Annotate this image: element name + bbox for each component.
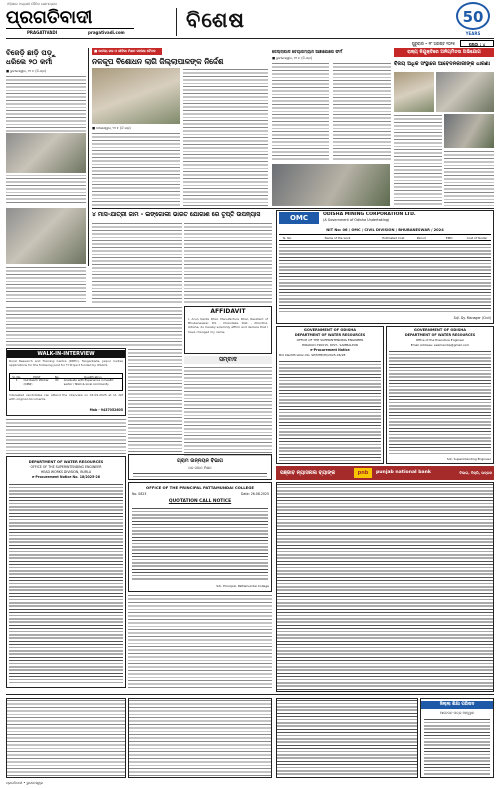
edu-council-title: ଜିଲ୍ଲା ଶିକ୍ଷା ପରିଷଦ bbox=[421, 701, 493, 709]
masthead-tagline: ଓଡ଼ିଶାର ଅଗ୍ରଣୀ ଦୈନିକ ଗଣମାଧ୍ୟମ bbox=[7, 2, 58, 6]
pnb-label-odia: ପଞ୍ଜାବ ନ୍ୟାସନାଲ ବ୍ୟାଙ୍କ bbox=[280, 470, 336, 476]
dwr-notice: e-Procurement Notice No. 18/2025-26 bbox=[32, 475, 100, 479]
left-lead-photo bbox=[6, 133, 86, 173]
center-story-dateline: ■ ବାଲେଶ୍ୱର, ୨୭।୮ (ନି.ପ୍ର) bbox=[92, 126, 131, 130]
center-story-photo bbox=[92, 68, 180, 124]
dwr-burla-ad bbox=[6, 456, 126, 688]
red-story-body-2 bbox=[444, 150, 494, 206]
wr-right-table bbox=[389, 350, 491, 454]
mid-banner-body-1 bbox=[92, 222, 182, 304]
college-date: Date: 26.08.2025 bbox=[241, 492, 269, 496]
omc-tender-ad bbox=[276, 210, 494, 324]
center-story-kicker: ■ ଜାତୀୟ ଜଳ ଓ ଜୀବିକା ମିଶନ ସମୀକ୍ଷା ବୈଠକ bbox=[92, 48, 162, 55]
red-story-photo-2 bbox=[436, 72, 494, 112]
walk-in-col-post: POST bbox=[33, 375, 41, 379]
right-story-photo bbox=[272, 164, 390, 206]
page-number: ପୃଷ୍ଠା : ୪ bbox=[460, 40, 494, 47]
anniversary-label: YEARS bbox=[465, 31, 481, 36]
left-story-body bbox=[6, 306, 182, 346]
left-lead-dateline: ■ ଭୁବନେଶ୍ୱର, ୨୭।୮ (ନି.ପ୍ର) bbox=[6, 69, 46, 73]
red-story-headline: ବିଜୟ ଅଧିକ ସଂସ୍ଥାରେ ଆବେଦନକାରୀଙ୍କ ଧାରଣା bbox=[394, 61, 491, 67]
college-quotation: QUOTATION CALL NOTICE bbox=[168, 499, 232, 504]
college-signature: Sd/- Principal, Pattamundai College bbox=[216, 584, 269, 588]
wr-left-sub: HIRAKUD-790015, DIST.- SAMBALPUR bbox=[301, 343, 359, 347]
omc-col-cost: Estimated Cost bbox=[382, 236, 405, 240]
center-story-body-1 bbox=[92, 132, 180, 206]
walk-in-ad bbox=[6, 348, 126, 416]
walk-in-col-sl: Sl. No. bbox=[12, 375, 22, 379]
college-title: OFFICE OF THE PRINCIPAL PATTAMUNDAI COLLEGE bbox=[146, 485, 254, 490]
walk-in-col-qual: Qualification bbox=[84, 375, 102, 379]
dwr-office: OFFICE OF THE SUPERINTENDING ENGINEER bbox=[30, 465, 102, 469]
masthead-divider bbox=[176, 8, 177, 36]
page-footer: ପ୍ରଗତିବାଦୀ • ଭୁବନେଶ୍ୱର bbox=[6, 781, 44, 785]
wr-left-bid: Bid Identification No. SE/MHE/HI/2025-26/28 bbox=[279, 353, 346, 357]
wr-left-table bbox=[279, 360, 381, 462]
red-story-body-1 bbox=[394, 114, 442, 206]
omc-signature: Sd/- Dy. Manager (Civil) bbox=[453, 316, 491, 320]
mid-banner-body-3 bbox=[6, 266, 86, 304]
edu-council-body bbox=[424, 718, 490, 776]
center-story-body-2 bbox=[183, 68, 268, 206]
edu-council-sub: ଆବେଦନ ପତ୍ର ଆହ୍ୱାନ bbox=[439, 711, 475, 715]
wr-right-dept: DEPARTMENT OF WATER RESOURCES bbox=[404, 333, 476, 337]
affidavit-title: AFFIDAVIT bbox=[210, 308, 246, 315]
wr-left-notice: e-Procurement Notice bbox=[310, 348, 350, 352]
wr-right-office: Office of the Executive Engineer bbox=[415, 338, 465, 342]
center-story-headline: ନଳକୂପ ବିଶୋଧନ ଲାଗି ଜିଲ୍ଲାପାଳଙ୍କ ନିର୍ଦ୍ଦେଶ bbox=[92, 57, 224, 66]
website: pragativadi.com bbox=[88, 30, 125, 35]
college-ref: No. 0823 bbox=[132, 492, 147, 496]
wr-right-signature: Sd/- Superintending Engineer bbox=[446, 457, 491, 461]
affidavit-body: I, Arun Kanta Dhal, Manufacture Dhal, Resident of Bhubaneswar, P.S. - Chandaka, Dist. - Khordha, Odisha, do hereby solemnly affirm and declare that I have changed my name. bbox=[188, 317, 268, 334]
wr-left-title: GOVERNMENT OF ODISHA bbox=[303, 328, 357, 332]
omc-col-tender: Cost of Tender bbox=[466, 236, 488, 240]
mid-banner-body-2 bbox=[184, 222, 272, 304]
newspaper-logo: ପ୍ରଗତିବାଦୀ bbox=[6, 7, 134, 29]
sambada-title: ସମ୍ବାଦ bbox=[184, 356, 272, 364]
lower-middle-body bbox=[128, 594, 272, 688]
walk-in-cell-post: Out Reach Worker (ORW) bbox=[23, 379, 49, 386]
affidavit-box bbox=[184, 306, 272, 354]
mid-banner-headline: ୪ ମାସ-ଯାତ୍ରୀ ଜାମ - ଇଙ୍ଗୋଲୀ ଭାରତ ଯୋଗାଣ ରେ ତୃପ୍ତି ଉପନ୍ୟାସ bbox=[92, 211, 261, 218]
wr-left-dept: DEPARTMENT OF WATER RESOURCES bbox=[294, 333, 366, 337]
walk-in-table-row bbox=[9, 379, 123, 391]
right-story-dateline: ■ ଭୁବନେଶ୍ୱର, ୨୭।୮ (ନି.ପ୍ର) bbox=[272, 56, 312, 60]
walk-in-cell-no: 01 bbox=[55, 379, 59, 382]
edu-council-ad bbox=[420, 698, 494, 778]
dwr-title: DEPARTMENT OF WATER RESOURCES bbox=[28, 460, 104, 464]
right-story-body-2 bbox=[333, 62, 391, 162]
red-story-photo-1 bbox=[394, 72, 434, 112]
sambada-body bbox=[184, 366, 272, 456]
walk-in-footer: Interested candidates can attend the interview on 03.09.2025 at 11 AM with original documents. bbox=[9, 393, 123, 402]
mid-rule bbox=[92, 208, 494, 209]
red-story-tag: ରାଜ୍ୟ ନିଯୁକ୍ତିରେ ଅନିୟମିତତା ଅଭିଯୋଗ bbox=[394, 48, 494, 57]
anniversary-number: 50 bbox=[462, 8, 484, 26]
walk-in-cell-qual: Graduate with Experience in health sector / NGO & local community bbox=[63, 379, 114, 386]
pnb-banner bbox=[276, 466, 494, 480]
college-body bbox=[132, 507, 268, 581]
wr-right-email: Email Address: eekmandia@gmail.com bbox=[410, 343, 470, 347]
bottom-middle-ad bbox=[128, 698, 272, 778]
section-title: ବିଶେଷ bbox=[186, 8, 245, 32]
college-ad bbox=[128, 482, 272, 592]
left-lower-body bbox=[6, 418, 126, 454]
omc-logo: OMC bbox=[279, 212, 319, 224]
bottom-right-ad bbox=[276, 698, 418, 778]
dateline-date: ଗୁରୁବାର • ୨୮ ଅଗଷ୍ଟ ୨୦୨୫ bbox=[411, 41, 455, 46]
red-story-photo-3 bbox=[444, 114, 494, 148]
walk-in-contact: Mob - 9437052605 bbox=[89, 408, 123, 412]
anniversary-logo bbox=[452, 2, 494, 38]
omc-table-header bbox=[279, 234, 491, 241]
bottom-rule bbox=[6, 694, 494, 695]
wr-right-ad bbox=[386, 326, 494, 464]
mid-banner-photo bbox=[6, 208, 86, 264]
jaljiban-sub: ଜଳ ଜୀବନ ମିଶନ bbox=[188, 466, 212, 470]
pnb-logo: pnb bbox=[354, 468, 372, 478]
walk-in-title: WALK-IN-INTERVIEW bbox=[7, 350, 125, 358]
omc-col-work: Name of the work bbox=[324, 236, 351, 240]
dwr-sub: HEAD WORKS DIVISION, BURLA bbox=[40, 470, 92, 474]
right-story-kicker: ଜେଲ୍ଲାପାଳ ଚେୟାରମ୍ୟାନ ଆଜ୍ଞାଯୋଗେ ଫର୍ମ bbox=[272, 49, 343, 54]
omc-table-body bbox=[279, 243, 491, 313]
jaljiban-body bbox=[133, 472, 267, 479]
omc-col-period: Period bbox=[416, 236, 426, 240]
walk-in-col-no: No. bbox=[54, 375, 60, 379]
left-lead-headline: ବିଜେଡ଼ି ଛାଡ଼ି ପଡ଼ୁ ଧରିଲେ ୨୦ କର୍ମୀ bbox=[6, 48, 56, 66]
pnb-notice-body bbox=[276, 482, 494, 692]
jaljiban-title: ଗ୍ରାମ ଉନ୍ନୟନ ବିଭାଗ bbox=[177, 458, 223, 464]
walk-in-lead: Rural Research and Training Centre (RRTC), Tangarbada, Jaipur invites applications for the following post for TI Project funded by OSACS. bbox=[9, 359, 123, 368]
pnb-branch: ବିଭାଗ, ବିକ୍ରି, ଭଦ୍ରକ bbox=[459, 471, 492, 475]
bottom-left-ad bbox=[6, 698, 126, 778]
walk-in-cell-sl: 1 bbox=[15, 379, 18, 382]
right-story-body-1 bbox=[272, 62, 329, 162]
omc-col-sl: Sl. No. bbox=[282, 236, 292, 240]
sambada-left-body bbox=[128, 348, 182, 452]
wr-left-ad bbox=[276, 326, 384, 464]
logo-subtitle: PRAGATIVADI bbox=[27, 30, 58, 35]
omc-company: ODISHA MINING CORPORATION LTD. bbox=[323, 212, 416, 217]
wr-right-title: GOVERNMENT OF ODISHA bbox=[413, 328, 467, 332]
jaljiban-ad bbox=[128, 454, 272, 480]
wr-left-office: OFFICE OF THE SUPERINTENDING ENGINEER bbox=[296, 338, 364, 342]
dwr-table bbox=[9, 483, 123, 683]
pnb-name: punjab national bank bbox=[376, 470, 431, 475]
omc-nit: NIT No: 06 / OMC / CIVIL DIVISION / BHUBANESWAR / 2024 bbox=[326, 228, 444, 232]
omc-col-emd: EMD bbox=[445, 236, 453, 240]
omc-subtitle: (A Government of Odisha Undertaking) bbox=[323, 218, 390, 222]
column-divider bbox=[88, 48, 89, 266]
